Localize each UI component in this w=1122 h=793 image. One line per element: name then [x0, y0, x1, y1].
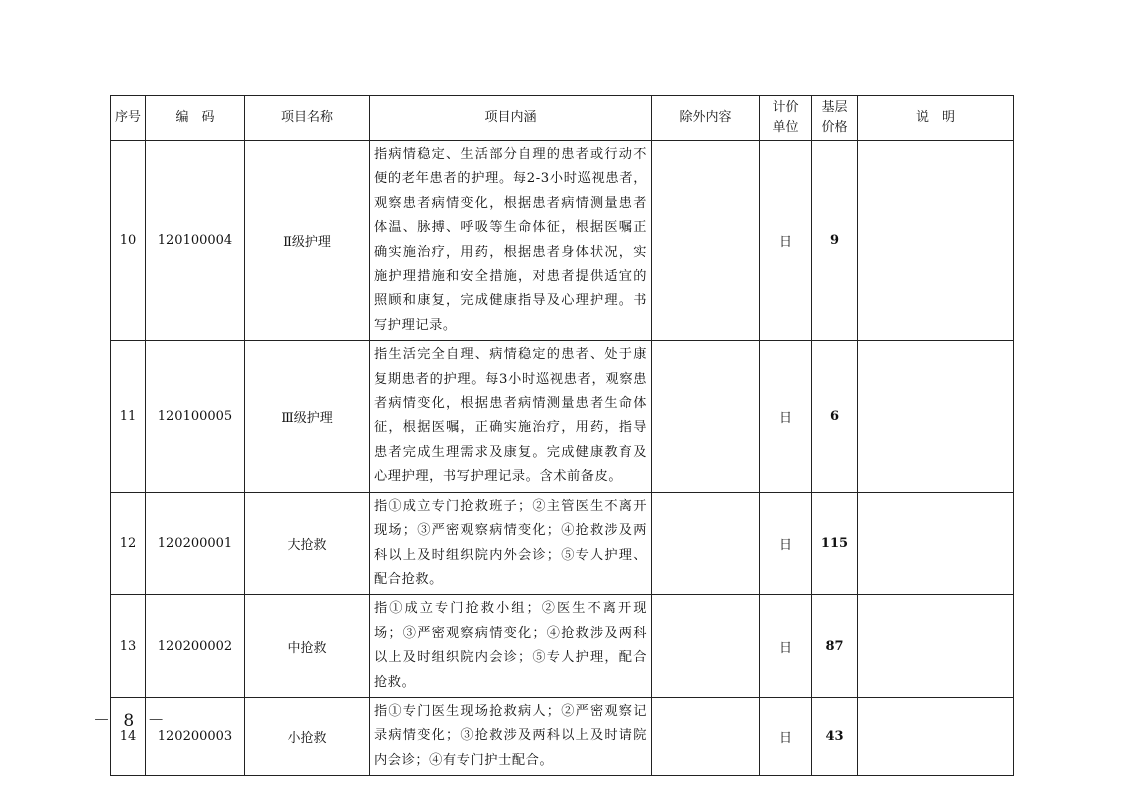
cell-code: 120200003 [146, 697, 245, 775]
cell-name: Ⅲ级护理 [245, 341, 370, 492]
cell-price: 115 [812, 492, 858, 595]
header-name: 项目名称 [245, 96, 370, 141]
price-table [110, 95, 1014, 776]
cell-unit: 日 [760, 141, 812, 341]
cell-note [858, 492, 1014, 595]
cell-note [858, 595, 1014, 698]
table-row [111, 341, 1014, 492]
cell-code: 120100005 [146, 341, 245, 492]
table-row [111, 141, 1014, 341]
cell-price: 9 [812, 141, 858, 341]
cell-exclude [652, 341, 760, 492]
header-exclude: 除外内容 [652, 96, 760, 141]
cell-note [858, 341, 1014, 492]
cell-name: 中抢救 [245, 595, 370, 698]
cell-note [858, 141, 1014, 341]
header-content: 项目内涵 [370, 96, 652, 141]
cell-code: 120100004 [146, 141, 245, 341]
cell-code: 120200001 [146, 492, 245, 595]
cell-unit: 日 [760, 341, 812, 492]
cell-price: 87 [812, 595, 858, 698]
cell-code: 120200002 [146, 595, 245, 698]
cell-exclude [652, 697, 760, 775]
header-seq: 序号 [111, 96, 146, 141]
cell-seq: 11 [111, 341, 146, 492]
header-row [111, 96, 1014, 141]
header-code: 编 码 [146, 96, 245, 141]
cell-price: 43 [812, 697, 858, 775]
cell-seq: 14 [111, 697, 146, 775]
cell-seq: 13 [111, 595, 146, 698]
cell-exclude [652, 492, 760, 595]
cell-unit: 日 [760, 697, 812, 775]
header-note: 说 明 [858, 96, 1014, 141]
header-price: 基层 价格 [812, 96, 858, 141]
cell-content: 指生活完全自理、病情稳定的患者、处于康复期患者的护理。每3小时巡视患者，观察患者病情变化，根据患者病情测量患者生命体征，根据医嘱，正确实施治疗，用药，指导患者完成生理需求及康复。完成健康教育及心理护理，书写护理记录。含术前备皮。 [370, 341, 652, 492]
cell-seq: 10 [111, 141, 146, 341]
cell-exclude [652, 595, 760, 698]
cell-name: 小抢救 [245, 697, 370, 775]
cell-unit: 日 [760, 595, 812, 698]
cell-price: 6 [812, 341, 858, 492]
header-unit: 计价 单位 [760, 96, 812, 141]
cell-exclude [652, 141, 760, 341]
table-row [111, 492, 1014, 595]
cell-seq: 12 [111, 492, 146, 595]
cell-name: Ⅱ级护理 [245, 141, 370, 341]
cell-note [858, 697, 1014, 775]
page-number: － 8 － [93, 711, 169, 731]
cell-content: 指①成立专门抢救班子；②主管医生不离开现场；③严密观察病情变化；④抢救涉及两科以上及时组织院内外会诊；⑤专人护理、配合抢救。 [370, 492, 652, 595]
cell-unit: 日 [760, 492, 812, 595]
table-row [111, 595, 1014, 698]
cell-content: 指①成立专门抢救小组；②医生不离开现场；③严密观察病情变化；④抢救涉及两科以上及时组织院内会诊；⑤专人护理，配合抢救。 [370, 595, 652, 698]
table-row [111, 697, 1014, 775]
cell-name: 大抢救 [245, 492, 370, 595]
cell-content: 指①专门医生现场抢救病人；②严密观察记录病情变化；③抢救涉及两科以上及时请院内会诊；④有专门护士配合。 [370, 697, 652, 775]
cell-content: 指病情稳定、生活部分自理的患者或行动不便的老年患者的护理。每2-3小时巡视患者，观察患者病情变化，根据患者病情测量患者体温、脉搏、呼吸等生命体征，根据医嘱正确实施治疗，用药，根据患者身体状况，实施护理措施和安全措施，对患者提供适宜的照顾和康复，完成健康指导及心理护理。书写护理记录。 [370, 141, 652, 341]
